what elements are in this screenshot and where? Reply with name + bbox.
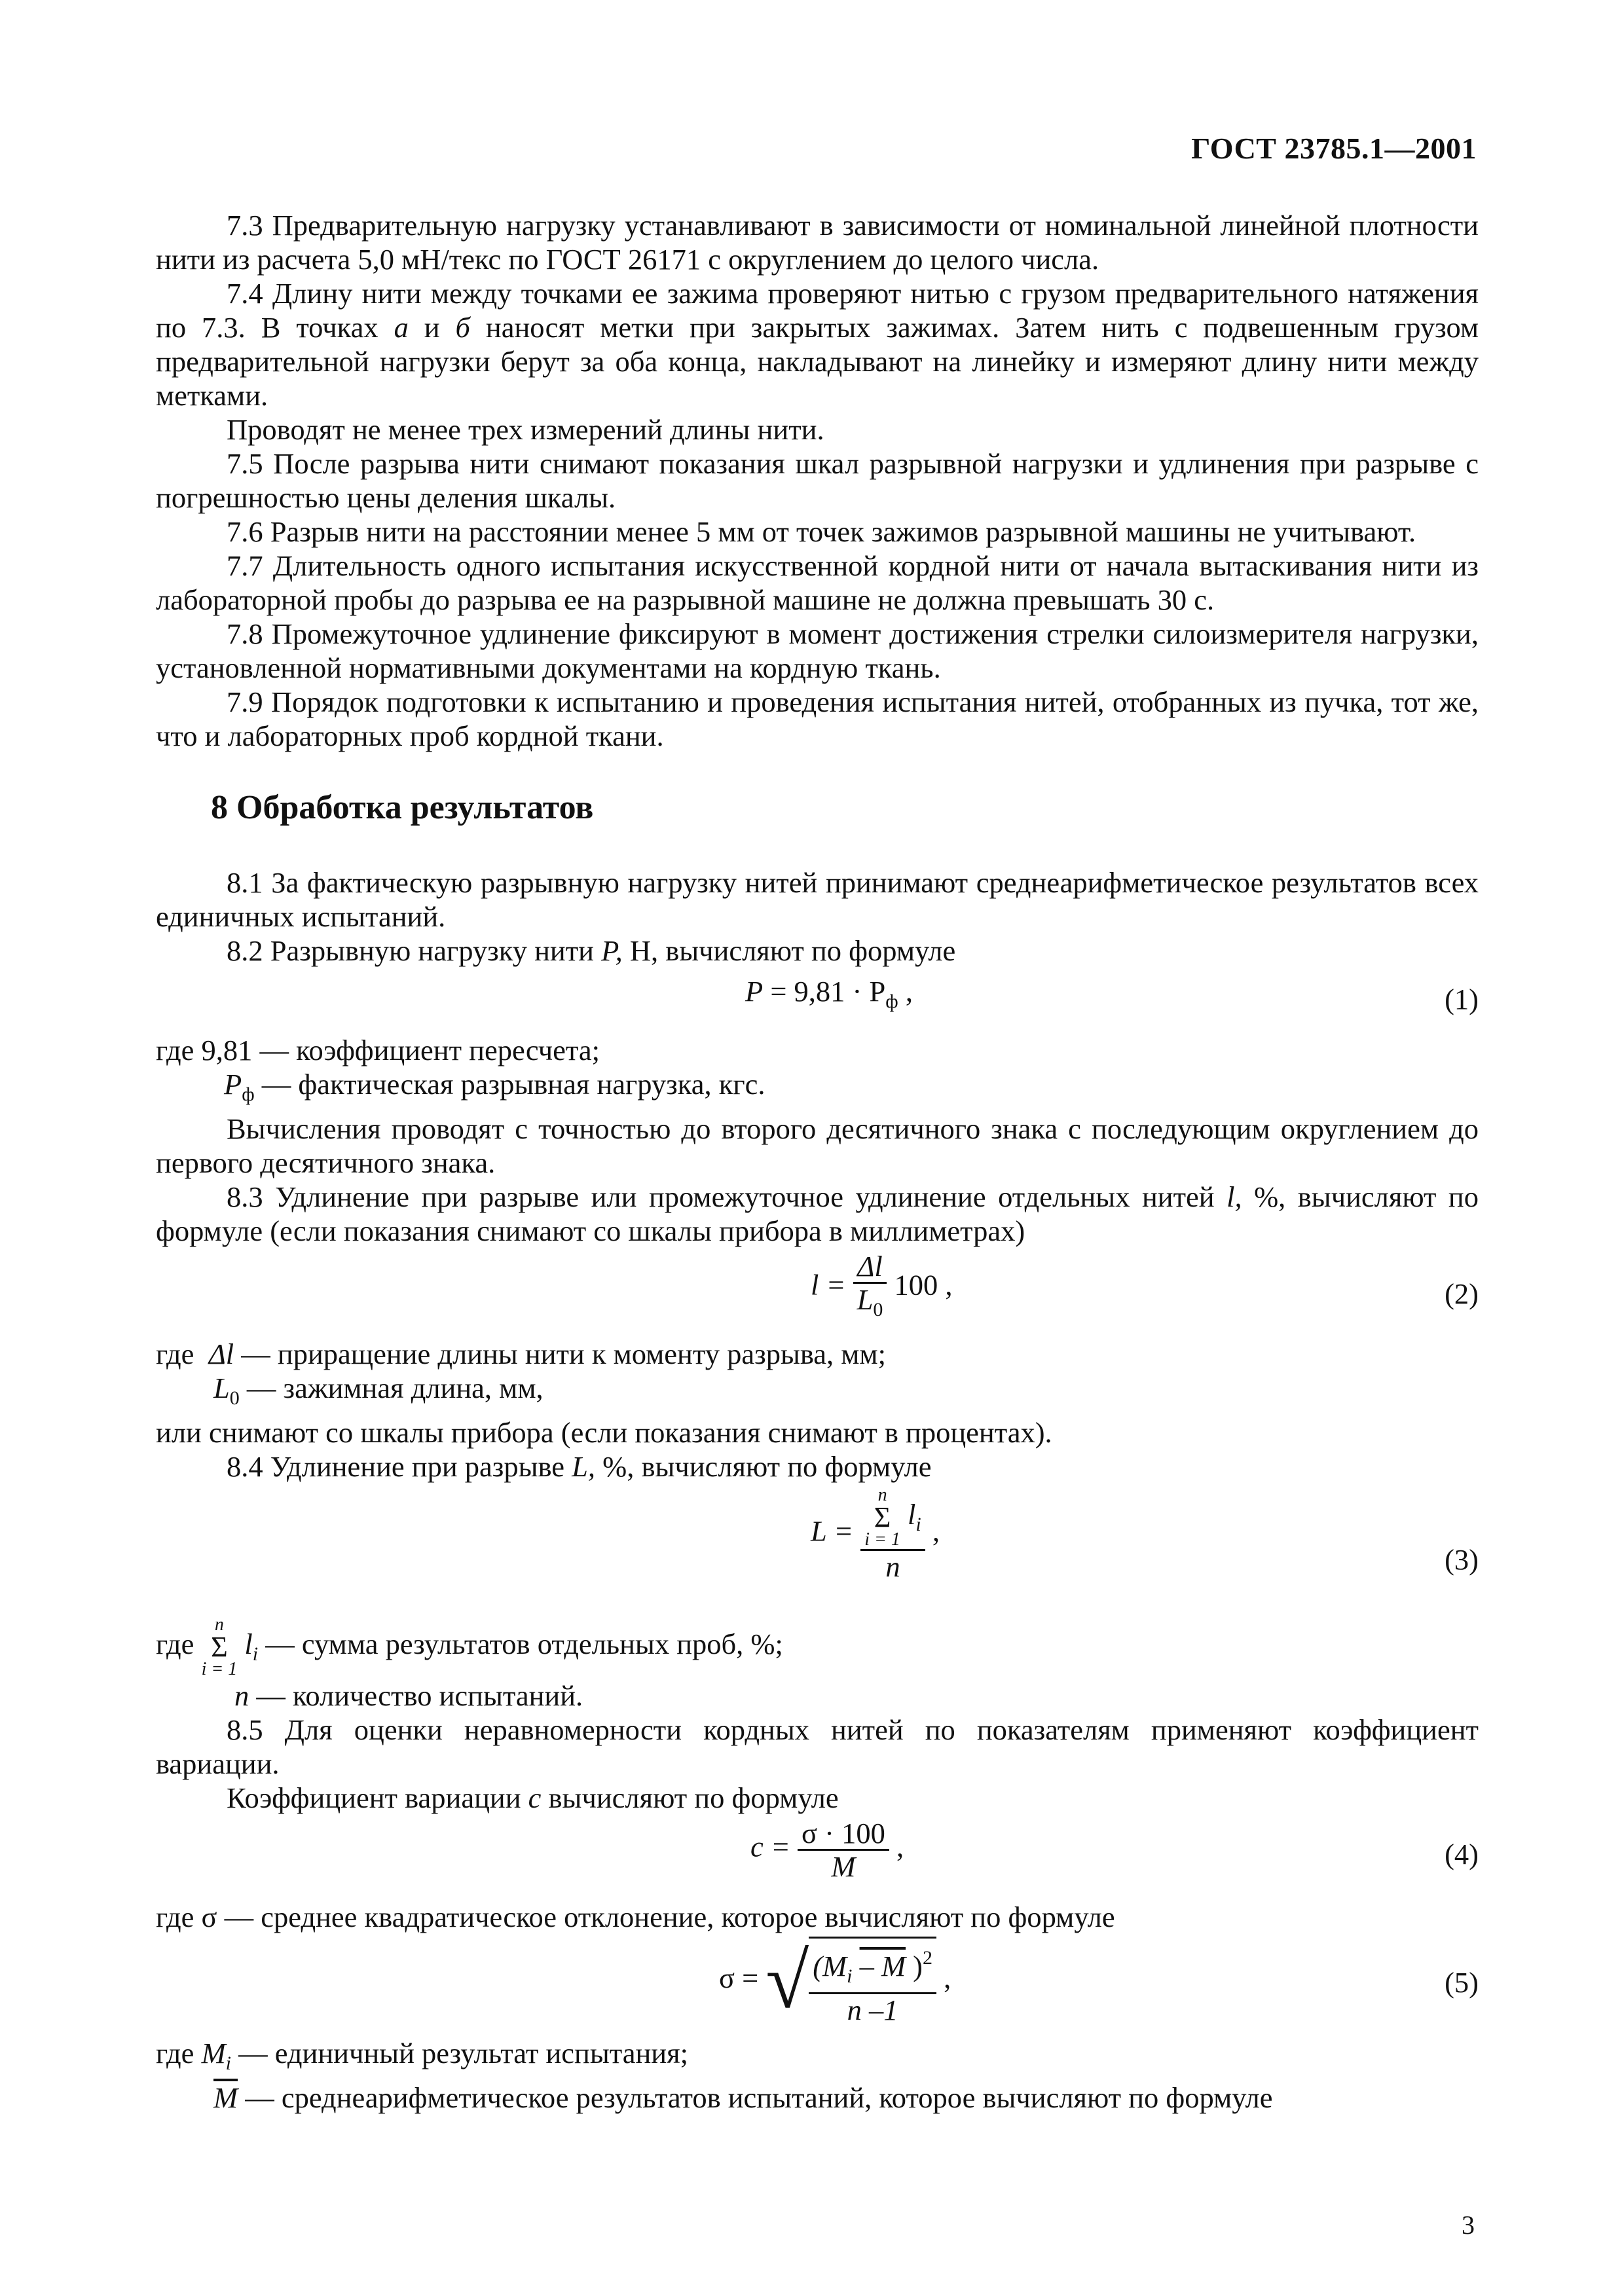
f1-def-1: где 9,81 — коэффициент пересчета; (156, 1034, 600, 1066)
paragraph-7-7: 7.7 Длительность одного испытания искусственной кордной нити от начала вытаскивания нити из лабораторной пробы до разрыва ее на разрывной машине не должна превышать 30 с. (156, 549, 1479, 616)
f3-sum-top: n (877, 1485, 887, 1505)
formula-2-expr (811, 1250, 953, 1326)
f3-fraction (860, 1486, 925, 1582)
f1-def2-var: P (224, 1068, 242, 1101)
f3-numerator (860, 1486, 925, 1551)
paragraph-8-2-note: Вычисления проводят с точностью до второго десятичного знака с последующим округлением до первого десятичного знака. (156, 1112, 1479, 1179)
p8-4-text-b: %, вычисляют по формуле (602, 1450, 932, 1483)
f3-def1-term: l (244, 1628, 253, 1661)
f3-term: l (908, 1498, 916, 1531)
formula-2 (156, 1250, 1479, 1329)
f3-lhs: L = (811, 1514, 854, 1548)
p7-4-text-a: 7.4 Длину нити между точками ее зажима проверяют нитью с грузом предварительного натяжения по 7.3. В точках (156, 277, 1479, 344)
p8-4-var: L, (572, 1450, 595, 1483)
f5-denominator: n –1 (847, 1994, 898, 2026)
f5-def1-sub: i (225, 2052, 231, 2074)
f2-denominator (853, 1284, 887, 1326)
f3-def1-text: — сумма результатов отдельных проб, %; (265, 1628, 783, 1661)
f2-den-var: L (857, 1283, 874, 1316)
f2-def-2 (156, 1371, 1479, 1415)
f3-term-sub: i (915, 1514, 921, 1536)
p8-5b-pre: Коэффициент вариации (227, 1781, 521, 1814)
f5-top-c: ) (913, 1950, 923, 1982)
formula-5-number: (5) (1445, 1966, 1479, 1999)
paragraph-8-2 (156, 934, 1479, 968)
document-body (156, 208, 1479, 2115)
f5-tail: , (944, 1961, 951, 1995)
f5-top-b: – M (859, 1950, 906, 1982)
f4-lhs: c = (750, 1830, 790, 1863)
f3-sum-bottom: i = 1 (864, 1529, 900, 1550)
formula-3 (156, 1486, 1479, 1608)
paragraph-7-8: 7.8 Промежуточное удлинение фиксируют в момент достижения стрелки силоизмерителя нагрузки, установленной нормативными документами на кордную ткань. (156, 617, 1479, 684)
paragraph-8-5-formula-intro (156, 1781, 1479, 1815)
p8-5b-post: вычисляют по формуле (548, 1781, 839, 1814)
f4-denominator: M (831, 1850, 856, 1883)
f3-tail: , (932, 1514, 940, 1548)
f5-def2-text: — среднеарифметическое результатов испытаний, которое вычисляют по формуле (245, 2081, 1273, 2114)
f3-denominator: n (885, 1550, 900, 1583)
formula-1 (156, 970, 1479, 1025)
f4-fraction (798, 1817, 889, 1882)
p8-3-var: l, (1226, 1180, 1242, 1213)
f5-top-sup: 2 (922, 1947, 932, 1969)
paragraph-7-6: 7.6 Разрыв нити на расстоянии менее 5 мм от точек зажимов разрывной машины не учитывают. (227, 515, 1416, 548)
f5-numerator (809, 1942, 936, 1994)
f2-fraction (853, 1250, 887, 1326)
page-number: 3 (1462, 2210, 1475, 2240)
f2-tail: 100 , (894, 1268, 953, 1302)
f5-def-2 (156, 2081, 1479, 2115)
f3-def1-sum-bottom: i = 1 (201, 1659, 238, 1679)
f5-def-1 (156, 2036, 1479, 2081)
f3-def1-term-sub: i (252, 1643, 259, 1666)
p7-4-text-b: наносят метки при закрытых зажимах. Затем нить с подвешенным грузом предварительной нагрузки берут за оба конца, накладывают на линейку и измеряют длину нити между метками. (156, 311, 1479, 412)
f2-def2-var: L (213, 1372, 230, 1404)
section-title: 8 Обработка результатов (211, 789, 594, 826)
point-b: б (455, 311, 470, 344)
formula-3-expr (811, 1486, 940, 1582)
f1-def-2 (156, 1067, 1479, 1112)
f4-numerator: σ · 100 (798, 1817, 889, 1851)
f4-tail: , (896, 1830, 904, 1863)
p8-3-text-a: 8.3 Удлинение при разрыве или промежуточное удлинение отдельных нитей (227, 1180, 1215, 1213)
f2-numerator: Δl (853, 1250, 887, 1284)
f2-def1-var: Δl (208, 1338, 234, 1370)
formula-4-number: (4) (1445, 1838, 1479, 1870)
p8-5b-var: c (528, 1781, 542, 1814)
f5-top-a: (M (813, 1950, 847, 1982)
formula-1-number: (1) (1445, 983, 1479, 1015)
f4-def: где σ — среднее квадратическое отклонение, которое вычисляют по формуле (156, 1901, 1115, 1933)
f5-top-sub: i (847, 1965, 853, 1987)
f2-def1-pre: где (156, 1338, 194, 1370)
f2-def2-sub: 0 (229, 1387, 240, 1409)
f2-def1-text: — приращение длины нити к моменту разрыва, мм; (241, 1338, 886, 1370)
f1-sub: ф (885, 991, 898, 1012)
paragraph-8-3 (156, 1180, 1479, 1248)
formula-5-expr (719, 1937, 951, 2026)
formula-2-number: (2) (1445, 1277, 1479, 1310)
f3-def2-text: — количество испытаний. (256, 1679, 583, 1712)
f3-def-1 (156, 1616, 1479, 1679)
f2-den-sub: 0 (873, 1299, 883, 1321)
formula-5 (156, 1937, 1479, 2028)
paragraph-8-1: 8.1 За фактическую разрывную нагрузку нитей принимают среднеарифметическое результатов всех единичных испытаний. (156, 866, 1479, 933)
f5-def1-pre: где (156, 2037, 194, 2069)
f3-sigma (864, 1486, 900, 1549)
point-a: а (394, 311, 409, 344)
p8-2-var: P, (601, 934, 623, 967)
f2-def-1 (156, 1337, 1479, 1371)
f1-tail: , (905, 975, 913, 1008)
formula-4 (156, 1817, 1479, 1892)
p8-2-text-a: 8.2 Разрывную нагрузку нити (227, 934, 594, 967)
f5-fraction (809, 1942, 936, 2026)
paragraph-7-4-note: Проводят не менее трех измерений длины нити. (227, 413, 824, 446)
f1-rhs: = 9,81 · P (770, 975, 886, 1008)
f3-sum-symbol: Σ (874, 1501, 891, 1533)
f5-lhs: σ = (719, 1961, 759, 1995)
formula-1-expr (745, 974, 913, 1019)
paragraph-7-9: 7.9 Порядок подготовки к испытанию и проведения испытания нитей, отобранных из пучка, тот же, что и лабораторных проб кордной ткани. (156, 685, 1479, 752)
standard-id: ГОСТ 23785.1—2001 (1191, 132, 1477, 165)
p7-4-and: и (424, 311, 440, 344)
f2-def-3: или снимают со шкалы прибора (если показания снимают в процентах). (156, 1416, 1052, 1449)
formula-4-expr (750, 1817, 904, 1882)
f3-def-2 (156, 1679, 1479, 1713)
f1-lhs: P (745, 975, 764, 1008)
f2-lhs: l = (811, 1268, 846, 1302)
f3-def1-pre: где (156, 1628, 194, 1661)
f1-def2-sub: ф (242, 1084, 255, 1105)
paragraph-7-3: 7.3 Предварительную нагрузку устанавливают в зависимости от номинальной линейной плотности нити из расчета 5,0 мН/текс по ГОСТ 26171 с округлением до целого числа. (156, 209, 1479, 276)
f3-def1-sum-top: n (214, 1614, 224, 1635)
f3-def1-sum-symbol: Σ (211, 1631, 228, 1663)
f3-def1-sigma (202, 1616, 238, 1679)
paragraph-8-5: 8.5 Для оценки неравномерности кордных нитей по показателям применяют коэффициент вариации. (156, 1713, 1479, 1780)
p8-3-text-b: %, вычисляют по формуле (если показания снимают со шкалы прибора в миллиметрах) (156, 1180, 1479, 1247)
formula-3-number: (3) (1445, 1543, 1479, 1576)
paragraph-7-4 (156, 276, 1479, 412)
p8-4-text-a: 8.4 Удлинение при разрыве (227, 1450, 564, 1483)
p8-2-text-b: Н, вычисляют по формуле (629, 934, 956, 967)
f5-def2-var: $\overline{M}$ (213, 2081, 238, 2114)
f5-def1-var: M (201, 2037, 226, 2069)
f5-radicand (809, 1937, 936, 2026)
f1-def2-text: — фактическая разрывная нагрузка, кгс. (261, 1068, 765, 1101)
paragraph-7-5: 7.5 После разрыва нити снимают показания шкал разрывной нагрузки и удлинения при разрыве с погрешностью цены деления шкалы. (156, 447, 1479, 514)
f5-sqrt (765, 1937, 936, 2026)
f5-radical-sign: √ (765, 1937, 809, 2024)
paragraph-8-4 (156, 1449, 1479, 1484)
f2-def2-text: — зажимная длина, мм, (246, 1372, 544, 1404)
f5-def1-text: — единичный результат испытания; (238, 2037, 688, 2069)
f3-def2-var: n (234, 1679, 249, 1712)
